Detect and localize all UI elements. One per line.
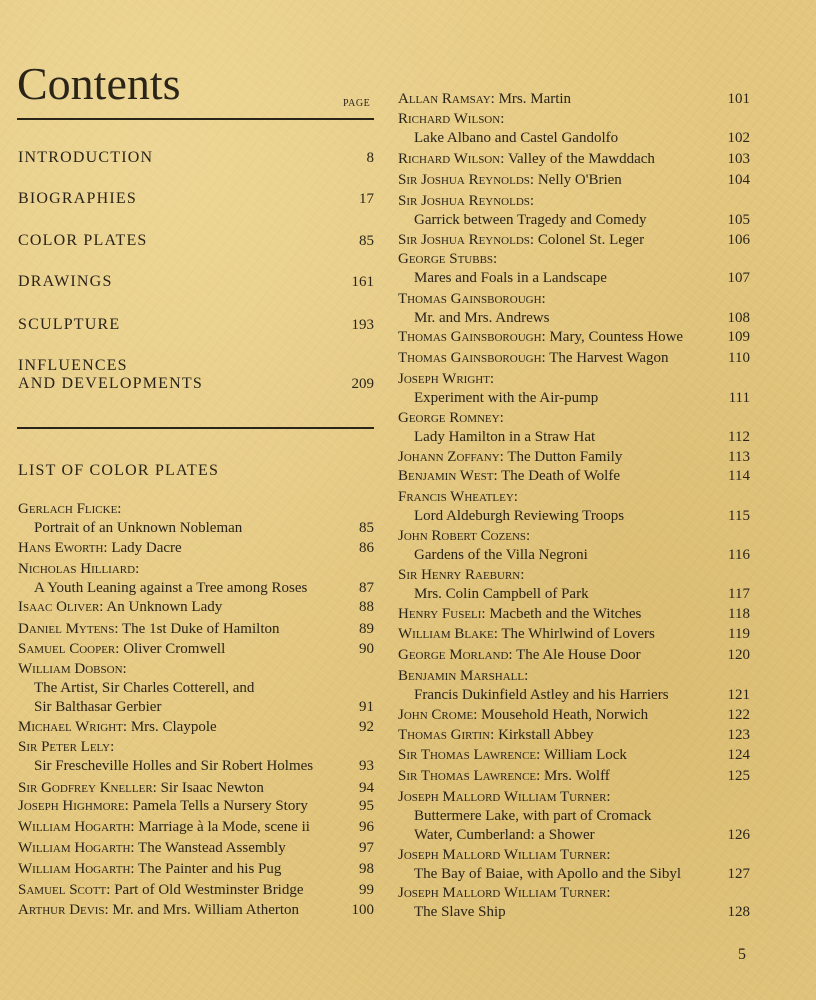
plate-page: 107 <box>727 270 750 286</box>
section-label: BIOGRAPHIES <box>18 190 137 207</box>
plate-artist: Hans Eworth: <box>18 540 108 556</box>
plate-line <box>398 746 627 765</box>
plate-artist: Joseph Mallord William Turner: <box>398 847 611 863</box>
plate-title: Buttermere Lake, with part of Cromack <box>414 808 652 824</box>
plate-title: The Artist, Sir Charles Cotterell, and <box>34 680 255 696</box>
color-plates-list-title: LIST OF COLOR PLATES <box>18 462 220 479</box>
plate-line <box>18 779 264 798</box>
plate-line <box>398 448 622 467</box>
plate-page: 110 <box>728 350 750 366</box>
plate-title: The 1st Duke of Hamilton <box>118 621 280 637</box>
section-page: 17 <box>359 191 374 207</box>
plate-title: Portrait of an Unknown Nobleman <box>34 520 243 536</box>
plate-title-cont: Sir Balthasar Gerbier <box>34 699 162 715</box>
plate-title: The Wanstead Assembly <box>134 840 286 856</box>
plate-artist: Michael Wright: <box>18 719 128 735</box>
plate-title: Valley of the Mawddach <box>504 151 655 167</box>
plate-artist: George Stubbs: <box>398 251 498 267</box>
section-item <box>18 273 374 291</box>
plate-title: The Bay of Baiae, with Apollo and the Sibyl <box>414 866 682 882</box>
plate-page: 102 <box>727 130 750 146</box>
plate-title: Sir Frescheville Holles and Sir Robert Holmes <box>34 758 314 774</box>
plate-page: 123 <box>727 727 750 743</box>
section-item <box>18 316 374 334</box>
plate-artist: William Hogarth: <box>18 819 135 835</box>
plate-artist: Sir Thomas Lawrence: <box>398 768 541 784</box>
plate-line <box>398 349 669 368</box>
plate-artist: Johann Zoffany: <box>398 449 504 465</box>
plate-title: Experiment with the Air-pump <box>414 390 599 406</box>
plate-artist: Sir Godfrey Kneller: <box>18 780 157 796</box>
plate-line <box>398 171 622 190</box>
plate-line <box>398 231 644 250</box>
plate-artist: George Romney: <box>398 410 504 426</box>
plate-line <box>18 797 308 816</box>
plate-title: Nelly O'Brien <box>534 172 622 188</box>
section-item <box>18 190 374 208</box>
plate-title: Lake Albano and Castel Gandolfo <box>414 130 619 146</box>
plate-title: Lady Hamilton in a Straw Hat <box>414 429 596 445</box>
section-label: COLOR PLATES <box>18 232 148 249</box>
plate-line <box>398 846 611 865</box>
plate-page: 86 <box>359 540 374 556</box>
plate-artist: Joseph Highmore: <box>18 798 129 814</box>
plate-artist: Thomas Girtin: <box>398 727 495 743</box>
plate-page: 89 <box>359 621 374 637</box>
plate-artist: Allan Ramsay: <box>398 91 495 107</box>
section-label: INTRODUCTION <box>18 149 154 166</box>
section-item <box>18 357 374 393</box>
plate-artist: Thomas Gainsborough: <box>398 350 546 366</box>
plate-artist: Sir Joshua Reynolds: <box>398 172 535 188</box>
plate-page: 119 <box>728 626 750 642</box>
plate-page: 106 <box>727 232 750 248</box>
plate-page: 113 <box>728 449 750 465</box>
plate-title: Garrick between Tragedy and Comedy <box>414 212 647 228</box>
plate-title: Part of Old Westminster Bridge <box>110 882 304 898</box>
section-item <box>18 232 374 250</box>
plate-line <box>398 726 593 745</box>
plate-line <box>18 818 310 837</box>
plate-line <box>18 640 225 659</box>
plate-title: A Youth Leaning against a Tree among Roses <box>34 580 308 596</box>
plate-page: 97 <box>359 840 374 856</box>
plate-page: 111 <box>728 390 750 406</box>
plate-line <box>18 718 217 737</box>
plate-artist: Sir Thomas Lawrence: <box>398 747 541 763</box>
section-page: 209 <box>351 376 374 392</box>
plate-line <box>398 788 611 807</box>
plate-line <box>18 839 286 858</box>
plate-title-cont: Water, Cumberland: a Shower <box>414 827 595 843</box>
plate-page: 100 <box>351 902 374 918</box>
plate-title: Lady Dacre <box>107 540 182 556</box>
plate-page: 94 <box>359 780 374 796</box>
plate-title: Macbeth and the Witches <box>485 606 642 622</box>
section-page: 161 <box>351 274 374 290</box>
plate-page: 112 <box>728 429 750 445</box>
plate-title: The Whirlwind of Lovers <box>497 626 655 642</box>
plate-artist: Sir Henry Raeburn: <box>398 567 525 583</box>
plate-title: Oliver Cromwell <box>119 641 226 657</box>
plate-artist: Daniel Mytens: <box>18 621 119 637</box>
plate-page: 109 <box>727 329 750 345</box>
plate-line <box>18 539 182 558</box>
plate-page: 125 <box>727 768 750 784</box>
plate-title: Mrs. Claypole <box>127 719 217 735</box>
plate-line <box>398 192 534 211</box>
plate-line <box>18 738 114 757</box>
plate-artist: Henry Fuseli: <box>398 606 486 622</box>
plate-artist: Francis Wheatley: <box>398 489 518 505</box>
plate-page: 90 <box>359 641 374 657</box>
plate-artist: Thomas Gainsborough: <box>398 329 546 345</box>
top-divider <box>17 118 374 120</box>
plate-artist: William Hogarth: <box>18 840 135 856</box>
plate-artist: Sir Joshua Reynolds: <box>398 232 535 248</box>
plate-title: An Unknown Lady <box>103 599 223 615</box>
plate-title: Mares and Foals in a Landscape <box>414 270 607 286</box>
section-label: SCULPTURE <box>18 316 121 333</box>
plate-page: 108 <box>727 310 750 326</box>
plate-line <box>18 901 299 920</box>
plate-title: The Dutton Family <box>503 449 623 465</box>
plate-line <box>398 605 641 624</box>
plate-artist: Arthur Devis: <box>18 902 109 918</box>
plate-line <box>398 884 611 903</box>
plate-page: 115 <box>728 508 750 524</box>
plate-line <box>398 409 504 428</box>
plate-title: Mr. and Mrs. William Atherton <box>108 902 300 918</box>
plate-line <box>398 150 655 169</box>
plate-title: Marriage à la Mode, scene ii <box>134 819 310 835</box>
page-column-header: PAGE <box>343 98 371 109</box>
plate-artist: Benjamin Marshall: <box>398 668 529 684</box>
section-page: 8 <box>366 150 374 166</box>
plate-line <box>398 625 655 644</box>
plate-title: Mrs. Colin Campbell of Park <box>414 586 589 602</box>
plate-artist: Isaac Oliver: <box>18 599 104 615</box>
plate-line <box>398 370 494 389</box>
section-page: 193 <box>351 317 374 333</box>
plate-line <box>18 860 281 879</box>
plate-title: Mr. and Mrs. Andrews <box>414 310 550 326</box>
plate-artist: Samuel Cooper: <box>18 641 120 657</box>
plate-page: 98 <box>359 861 374 877</box>
plate-page: 116 <box>728 547 750 563</box>
plate-title: Pamela Tells a Nursery Story <box>128 798 308 814</box>
plate-line <box>398 767 610 786</box>
plate-line <box>398 328 683 347</box>
plate-page: 99 <box>359 882 374 898</box>
plate-page: 88 <box>359 599 374 615</box>
plate-title: The Painter and his Pug <box>134 861 282 877</box>
plate-artist: Samuel Scott: <box>18 882 111 898</box>
plate-artist: Richard Wilson: <box>398 151 505 167</box>
plate-line <box>18 660 127 679</box>
plate-title: Colonel St. Leger <box>534 232 645 248</box>
plate-artist: William Blake: <box>398 626 498 642</box>
plate-page: 85 <box>359 520 374 536</box>
plate-line <box>18 500 121 519</box>
plate-page: 87 <box>359 580 374 596</box>
plate-title: William Lock <box>540 747 627 763</box>
plate-line <box>18 881 304 900</box>
plate-artist: Sir Joshua Reynolds: <box>398 193 535 209</box>
plate-artist: John Robert Cozens: <box>398 528 531 544</box>
plate-page: 120 <box>727 647 750 663</box>
section-item <box>18 149 374 167</box>
plate-artist: Sir Peter Lely: <box>18 739 115 755</box>
plate-title: Mousehold Heath, Norwich <box>477 707 649 723</box>
page-title: Contents <box>17 58 181 109</box>
plate-page: 101 <box>727 91 750 107</box>
plate-artist: William Dobson: <box>18 661 127 677</box>
plate-artist: John Crome: <box>398 707 478 723</box>
plate-artist: George Morland: <box>398 647 513 663</box>
plate-page: 93 <box>359 758 374 774</box>
plate-line <box>398 488 518 507</box>
plate-artist: Nicholas Hilliard: <box>18 561 140 577</box>
plate-line <box>398 290 546 309</box>
section-label-cont: AND DEVELOPMENTS <box>18 375 203 392</box>
plate-artist: Thomas Gainsborough: <box>398 291 546 307</box>
plate-artist: Joseph Mallord William Turner: <box>398 885 611 901</box>
page-number: 5 <box>738 946 746 963</box>
plate-artist: Gerlach Flicke: <box>18 501 122 517</box>
plate-page: 105 <box>727 212 750 228</box>
plate-title: Kirkstall Abbey <box>494 727 594 743</box>
section-label: INFLUENCES <box>18 357 128 374</box>
plate-title: The Death of Wolfe <box>497 468 621 484</box>
plate-title: Mary, Countess Howe <box>545 329 684 345</box>
plate-artist: Joseph Mallord William Turner: <box>398 789 611 805</box>
plate-title: The Slave Ship <box>414 904 506 920</box>
plate-page: 91 <box>359 699 374 715</box>
plate-page: 114 <box>728 468 750 484</box>
plate-title: Mrs. Martin <box>494 91 572 107</box>
plate-line <box>398 467 620 486</box>
middle-divider <box>17 427 374 429</box>
plate-artist: Benjamin West: <box>398 468 498 484</box>
plate-artist: Richard Wilson: <box>398 111 505 127</box>
plate-title: Lord Aldeburgh Reviewing Troops <box>414 508 625 524</box>
plate-page: 95 <box>359 798 374 814</box>
plate-title: The Harvest Wagon <box>545 350 669 366</box>
plate-title: Gardens of the Villa Negroni <box>414 547 588 563</box>
plate-line <box>398 250 497 269</box>
plate-line <box>18 620 279 639</box>
plate-page: 118 <box>728 606 750 622</box>
plate-page: 128 <box>727 904 750 920</box>
plate-title: Sir Isaac Newton <box>156 780 264 796</box>
plate-line <box>18 560 139 579</box>
plate-page: 124 <box>727 747 750 763</box>
plate-page: 92 <box>359 719 374 735</box>
plate-artist: Joseph Wright: <box>398 371 495 387</box>
plate-artist: William Hogarth: <box>18 861 135 877</box>
plate-line <box>398 110 504 129</box>
plate-page: 126 <box>727 827 750 843</box>
plate-title: Mrs. Wolff <box>540 768 610 784</box>
plate-title: The Ale House Door <box>512 647 641 663</box>
plate-page: 122 <box>727 707 750 723</box>
plate-line <box>398 667 528 686</box>
plate-page: 96 <box>359 819 374 835</box>
section-page: 85 <box>359 233 374 249</box>
plate-line <box>398 646 641 665</box>
plate-page: 103 <box>727 151 750 167</box>
plate-line <box>398 90 571 109</box>
plate-line <box>398 527 530 546</box>
plate-line <box>398 566 524 585</box>
plate-title: Francis Dukinfield Astley and his Harriers <box>414 687 669 703</box>
plate-line <box>18 598 222 617</box>
plate-page: 117 <box>728 586 750 602</box>
section-label: DRAWINGS <box>18 273 113 290</box>
plate-page: 121 <box>727 687 750 703</box>
plate-page: 127 <box>727 866 750 882</box>
plate-page: 104 <box>727 172 750 188</box>
plate-line <box>398 706 648 725</box>
